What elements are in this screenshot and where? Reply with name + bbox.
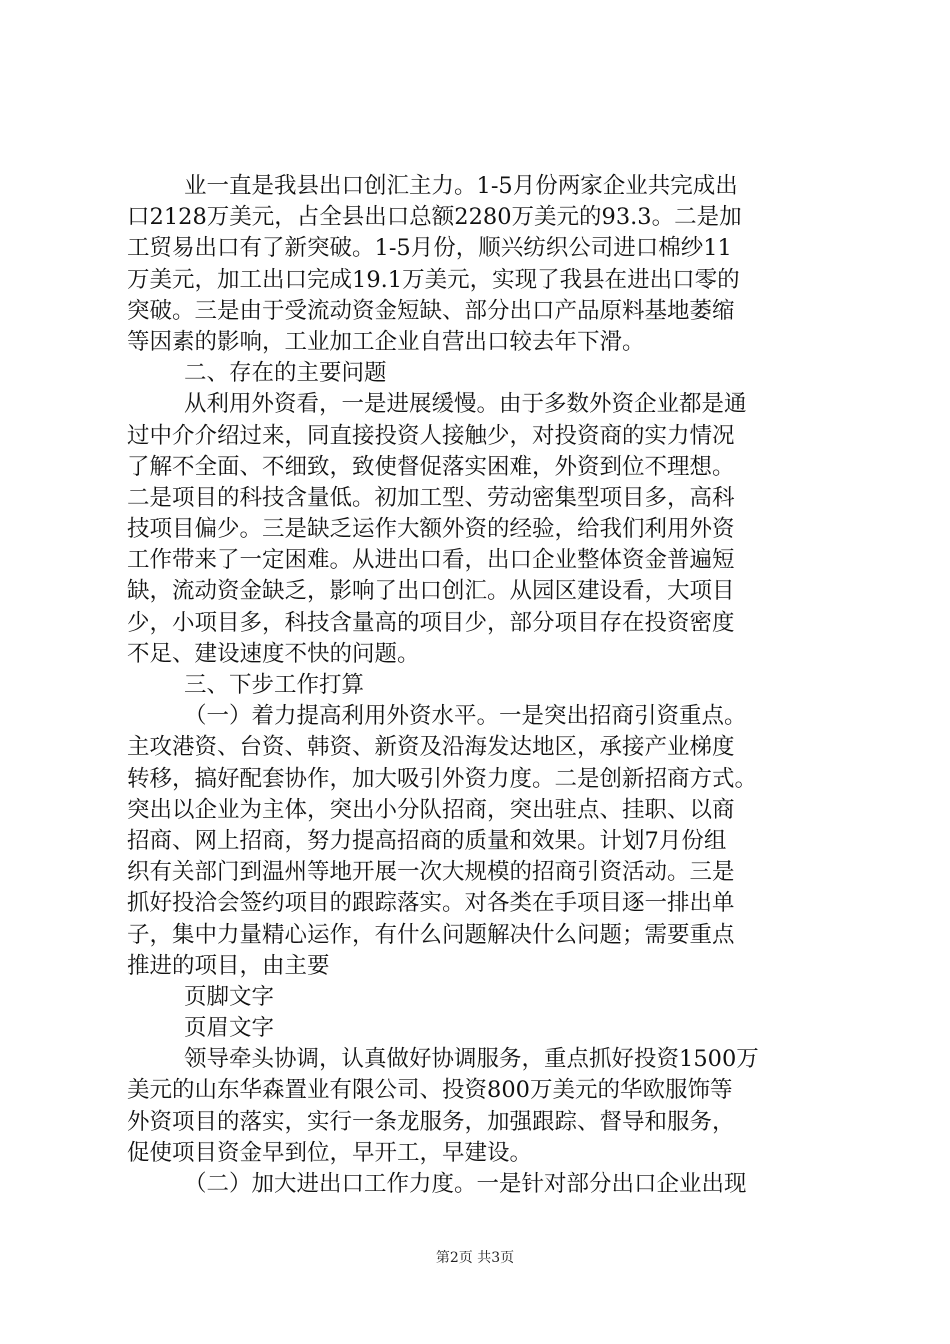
footer-text-line: 页脚文字 bbox=[184, 983, 275, 1010]
text-line: 从利用外资看，一是进展缓慢。由于多数外资企业都是通 bbox=[184, 391, 747, 418]
section-heading: 三、下步工作打算 bbox=[184, 672, 365, 698]
text-line: 业一直是我县出口创汇主力。1-5月份两家企业共完成出 bbox=[184, 173, 738, 199]
text-line: 转移，搞好配套协作，加大吸引外资力度。二是创新招商方式。 bbox=[127, 765, 758, 792]
text-line: （一）着力提高利用外资水平。一是突出招商引资重点。 bbox=[184, 703, 747, 730]
text-line: 口2128万美元，占全县出口总额2280万美元的93.3。二是加 bbox=[127, 204, 742, 231]
header-text-line: 页眉文字 bbox=[184, 1015, 275, 1042]
text-line: 工贸易出口有了新突破。1-5月份，顺兴纺织公司进口棉纱11 bbox=[127, 235, 732, 262]
text-line: （二）加大进出口工作力度。一是针对部分出口企业出现 bbox=[184, 1171, 747, 1197]
document-body bbox=[127, 171, 827, 1200]
text-line: 抓好投洽会签约项目的跟踪落实。对各类在手项目逐一排出单 bbox=[127, 890, 735, 917]
text-line: 促使项目资金早到位，早开工，早建设。 bbox=[127, 1139, 533, 1166]
text-line: 招商、网上招商，努力提高招商的质量和效果。计划7月份组 bbox=[127, 827, 727, 854]
text-line: 过中介介绍过来，同直接投资人接触少，对投资商的实力情况 bbox=[127, 422, 735, 449]
text-line: 主攻港资、台资、韩资、新资及沿海发达地区，承接产业梯度 bbox=[127, 734, 735, 761]
text-line: 了解不全面、不细致，致使督促落实困难，外资到位不理想。 bbox=[127, 453, 735, 480]
text-line: 二是项目的科技含量低。初加工型、劳动密集型项目多，高科 bbox=[127, 484, 735, 511]
text-line: 工作带来了一定困难。从进出口看，出口企业整体资金普遍短 bbox=[127, 547, 735, 574]
page-number-footer: 第2页 共3页 bbox=[435, 1250, 515, 1266]
text-line: 外资项目的落实，实行一条龙服务，加强跟踪、督导和服务， bbox=[127, 1108, 735, 1135]
text-line: 推进的项目，由主要 bbox=[127, 952, 330, 979]
section-heading: 二、存在的主要问题 bbox=[184, 360, 387, 387]
text-line: 织有关部门到温州等地开展一次大规模的招商引资活动。三是 bbox=[127, 859, 735, 886]
text-line: 子，集中力量精心运作，有什么问题解决什么问题；需要重点 bbox=[127, 921, 735, 948]
text-line: 领导牵头协调，认真做好协调服务，重点抓好投资1500万 bbox=[184, 1046, 759, 1073]
text-line: 少，小项目多，科技含量高的项目少，部分项目存在投资密度 bbox=[127, 609, 735, 636]
text-line: 等因素的影响，工业加工企业自营出口较去年下滑。 bbox=[127, 328, 645, 355]
text-line: 缺，流动资金缺乏，影响了出口创汇。从园区建设看，大项目 bbox=[127, 578, 735, 605]
text-line: 突破。三是由于受流动资金短缺、部分出口产品原料基地萎缩 bbox=[127, 297, 735, 324]
text-line: 突出以企业为主体，突出小分队招商，突出驻点、挂职、以商 bbox=[127, 796, 735, 823]
text-line: 不足、建设速度不快的问题。 bbox=[127, 640, 420, 667]
text-line: 万美元，加工出口完成19.1万美元，实现了我县在进出口零的 bbox=[127, 266, 740, 293]
text-line: 技项目偏少。三是缺乏运作大额外资的经验，给我们利用外资 bbox=[127, 516, 735, 543]
text-line: 美元的山东华森置业有限公司、投资800万美元的华欧服饰等 bbox=[127, 1077, 733, 1104]
